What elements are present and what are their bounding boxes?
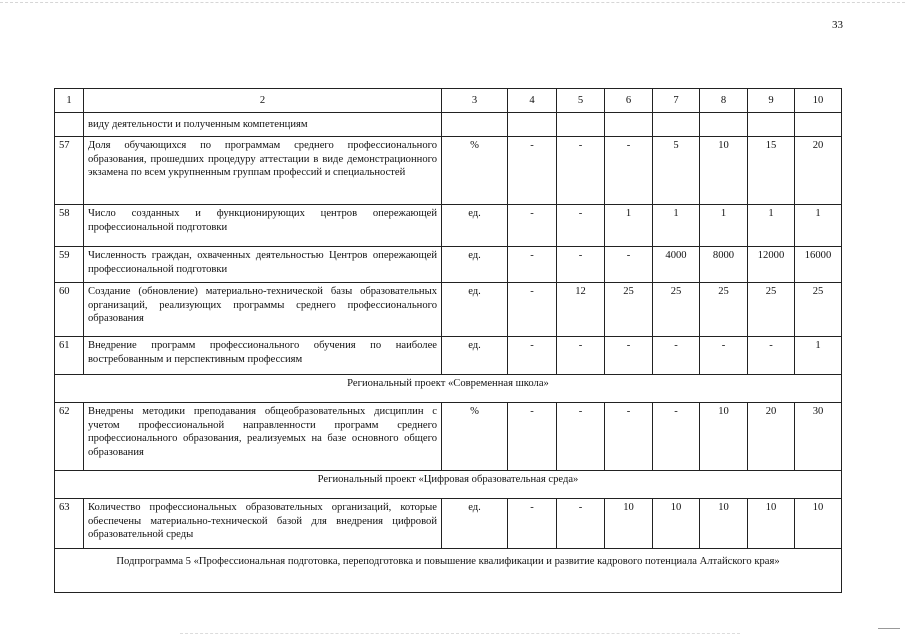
- value-cell: 1: [605, 205, 653, 247]
- value-cell: 30: [795, 403, 842, 471]
- value-cell: 15: [748, 137, 795, 205]
- value-cell: 12: [557, 283, 605, 337]
- value-cell: -: [700, 337, 748, 375]
- value-cell: -: [557, 337, 605, 375]
- table-row: [55, 283, 842, 337]
- row-number: 58: [55, 205, 84, 247]
- indicator-name: Число созданных и функционирующих центров опережающей профессиональной подготовки: [84, 205, 442, 247]
- section-digital-group: [55, 471, 842, 499]
- value-cell: 20: [795, 137, 842, 205]
- value-cell: 4000: [653, 247, 700, 283]
- scan-edge-top: [0, 2, 905, 3]
- value-cell: -: [653, 337, 700, 375]
- table-body: [55, 89, 842, 137]
- col-8-header: 8: [700, 89, 748, 113]
- value-cell: 12000: [748, 247, 795, 283]
- value-cell: 10: [700, 137, 748, 205]
- col-4-header: 4: [508, 89, 557, 113]
- unit-of-measure: ед.: [442, 205, 508, 247]
- value-cell: -: [508, 205, 557, 247]
- page-number: 33: [832, 19, 843, 31]
- indicator-rows-group-c: [55, 499, 842, 549]
- subprogram-group: [55, 549, 842, 593]
- value-cell: -: [605, 337, 653, 375]
- col-1-header: 1: [55, 89, 84, 113]
- section-row: [55, 375, 842, 403]
- table-row: [55, 247, 842, 283]
- indicator-name: Создание (обновление) материально-технической базы образовательных организаций, реализующих программы среднего профессионального образования: [84, 283, 442, 337]
- value-cell: 1: [653, 205, 700, 247]
- col-2-header: 2: [84, 89, 442, 113]
- row-number: 57: [55, 137, 84, 205]
- value-cell: -: [605, 247, 653, 283]
- value-cell: 10: [795, 499, 842, 549]
- col-7-header: 7: [653, 89, 700, 113]
- value-cell: 16000: [795, 247, 842, 283]
- section-heading-digital: Региональный проект «Цифровая образовательная среда»: [55, 471, 842, 499]
- value-cell: -: [605, 137, 653, 205]
- scan-edge-bottom: [180, 633, 740, 634]
- value-cell: -: [557, 137, 605, 205]
- unit-of-measure: %: [442, 137, 508, 205]
- value-cell: 25: [653, 283, 700, 337]
- value-cell: -: [508, 137, 557, 205]
- row-number: 63: [55, 499, 84, 549]
- col-3-header: 3: [442, 89, 508, 113]
- unit-of-measure: ед.: [442, 337, 508, 375]
- value-cell: -: [508, 283, 557, 337]
- column-number-header: [55, 89, 842, 113]
- value-cell: -: [605, 403, 653, 471]
- value-cell: -: [508, 337, 557, 375]
- indicator-name: Доля обучающихся по программам среднего профессионального образования, прошедших процедуру аттестации в виде демонстрационного экзамена по всем укрупненным группам профессий и специальностей: [84, 137, 442, 205]
- value-cell: -: [508, 403, 557, 471]
- table-row: [55, 337, 842, 375]
- value-cell: 20: [748, 403, 795, 471]
- subprogram-title: Подпрограмма 5 «Профессиональная подготовка, переподготовка и повышение квалификации и развитие кадрового потенциала Алтайского края»: [55, 549, 842, 593]
- value-cell: 1: [700, 205, 748, 247]
- value-cell: -: [508, 247, 557, 283]
- value-cell: -: [748, 337, 795, 375]
- value-cell: 10: [605, 499, 653, 549]
- indicator-name: Внедрение программ профессионального обучения по наиболее востребованным и перспективным профессиям: [84, 337, 442, 375]
- indicator-name: Внедрены методики преподавания общеобразовательных дисциплин с учетом профессиональной направленности программ среднего профессионального образования, реализуемых на базе основного общего образования: [84, 403, 442, 471]
- value-cell: -: [557, 403, 605, 471]
- value-cell: -: [557, 499, 605, 549]
- value-cell: 1: [795, 205, 842, 247]
- col-6-header: 6: [605, 89, 653, 113]
- value-cell: 5: [653, 137, 700, 205]
- col-9-header: 9: [748, 89, 795, 113]
- value-cell: 8000: [700, 247, 748, 283]
- indicator-name: Численность граждан, охваченных деятельностью Центров опережающей профессиональной подготовки: [84, 247, 442, 283]
- unit-of-measure: ед.: [442, 499, 508, 549]
- value-cell: 25: [700, 283, 748, 337]
- value-cell: 25: [795, 283, 842, 337]
- value-cell: 1: [748, 205, 795, 247]
- subprogram-row: [55, 549, 842, 593]
- value-cell: 10: [748, 499, 795, 549]
- table-row: [55, 137, 842, 205]
- continuation-text: виду деятельности и полученным компетенциям: [84, 113, 442, 137]
- row-number: 61: [55, 337, 84, 375]
- value-cell: 1: [795, 337, 842, 375]
- indicator-rows-group-b: [55, 403, 842, 471]
- unit-of-measure: %: [442, 403, 508, 471]
- value-cell: -: [557, 205, 605, 247]
- continuation-row: [55, 113, 842, 137]
- col-5-header: 5: [557, 89, 605, 113]
- row-number: 62: [55, 403, 84, 471]
- col-10-header: 10: [795, 89, 842, 113]
- section-heading-school: Региональный проект «Современная школа»: [55, 375, 842, 403]
- value-cell: 10: [700, 499, 748, 549]
- table-row: [55, 403, 842, 471]
- indicator-rows-group-a: [55, 137, 842, 375]
- indicators-table: [54, 88, 842, 593]
- table-row: [55, 205, 842, 247]
- value-cell: 10: [653, 499, 700, 549]
- unit-of-measure: ед.: [442, 283, 508, 337]
- table-row: [55, 499, 842, 549]
- row-number: 60: [55, 283, 84, 337]
- value-cell: 25: [605, 283, 653, 337]
- value-cell: -: [508, 499, 557, 549]
- value-cell: -: [653, 403, 700, 471]
- section-school-group: [55, 375, 842, 403]
- section-row: [55, 471, 842, 499]
- indicator-name: Количество профессиональных образовательных организаций, которые обеспечены материально-технической базой для внедрения цифровой образовательной среды: [84, 499, 442, 549]
- row-number: 59: [55, 247, 84, 283]
- value-cell: 10: [700, 403, 748, 471]
- value-cell: 25: [748, 283, 795, 337]
- unit-of-measure: ед.: [442, 247, 508, 283]
- value-cell: -: [557, 247, 605, 283]
- scan-edge-corner: [878, 628, 900, 629]
